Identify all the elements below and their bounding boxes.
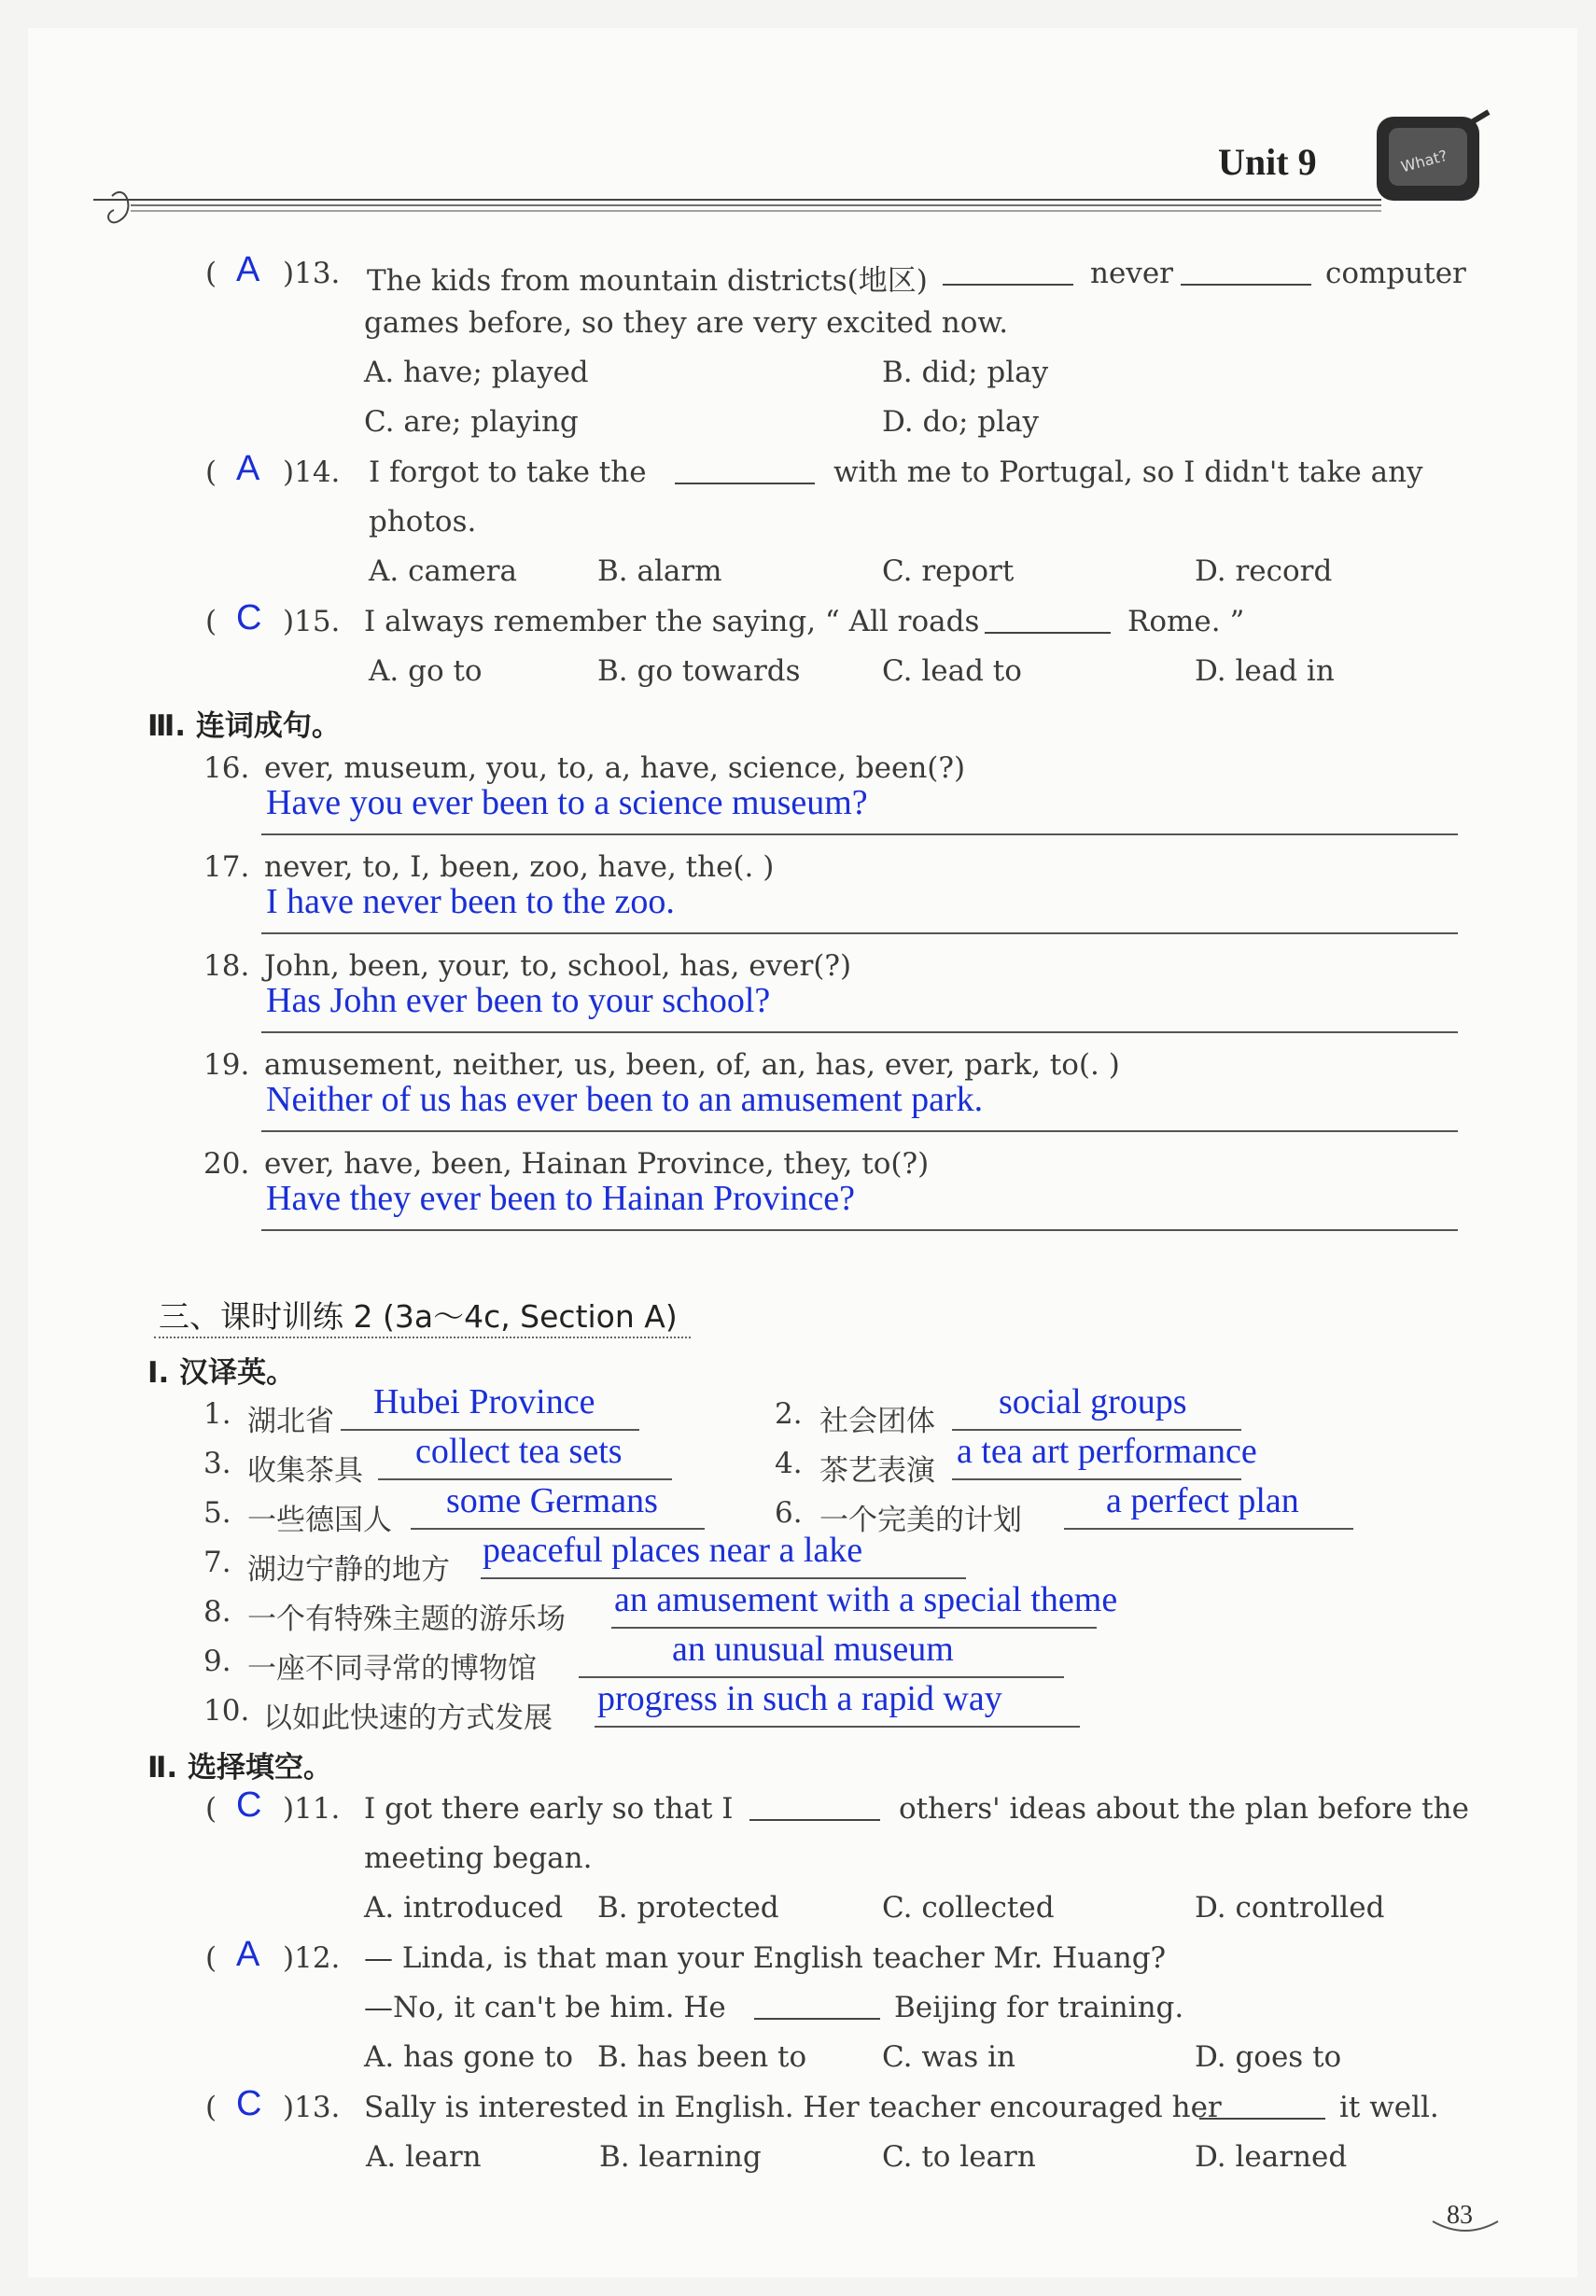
question-text: never <box>1090 257 1173 290</box>
answer-mark: A <box>236 250 260 289</box>
item-number: 7. <box>203 1546 231 1579</box>
answer-blank <box>1181 280 1311 286</box>
paren: ( <box>205 605 217 638</box>
item-number: 20. <box>203 1147 250 1181</box>
unit-title: Unit 9 <box>1218 141 1317 183</box>
item-number: 6. <box>775 1496 803 1530</box>
option-a: A. camera <box>369 554 517 588</box>
option-d: D. learned <box>1195 2140 1348 2174</box>
answer-mark: C <box>236 1785 262 1825</box>
option-d: D. lead in <box>1195 654 1335 688</box>
question-text: I always remember the saying, “ All roads <box>364 605 980 638</box>
question-text: meeting began. <box>364 1841 593 1875</box>
chinese-phrase: 湖边宁静的地方 <box>247 1553 450 1587</box>
paren: ( <box>205 2091 217 2124</box>
answer-blank <box>1199 2114 1325 2120</box>
answer-mark: A <box>236 1935 260 1974</box>
item-number: 10. <box>203 1694 250 1728</box>
question-text: —No, it can't be him. He <box>364 1991 726 2024</box>
item-number: 19. <box>203 1048 250 1082</box>
item-number: 5. <box>203 1496 231 1530</box>
question-text: I forgot to take the <box>369 455 647 489</box>
scrambled-words: ever, museum, you, to, a, have, science, been(?) <box>264 751 966 785</box>
item-number: 4. <box>775 1447 803 1480</box>
answer-mark: C <box>236 2084 262 2123</box>
option-a: A. has gone to <box>364 2040 574 2074</box>
question-text: it well. <box>1339 2091 1439 2124</box>
item-number: 9. <box>203 1645 231 1678</box>
item-number: 3. <box>203 1447 231 1480</box>
answer-blank <box>985 628 1111 634</box>
option-b: B. has been to <box>597 2040 807 2074</box>
handwritten-answer: progress in such a rapid way <box>597 1679 1002 1718</box>
answer-blank <box>749 1815 880 1821</box>
option-a: A. go to <box>369 654 483 688</box>
section-title-translation: Ⅰ. 汉译英。 <box>147 1356 296 1390</box>
option-b: B. learning <box>599 2140 762 2174</box>
answer-mark: C <box>236 598 262 637</box>
chinese-phrase: 一座不同寻常的博物馆 <box>247 1652 537 1686</box>
question-text: The kids from mountain districts(地区) <box>367 264 928 298</box>
answer-blank <box>943 280 1073 286</box>
question-text: Rome. ” <box>1127 605 1245 638</box>
answer-mark: A <box>236 449 260 488</box>
answer-line <box>261 932 1458 934</box>
handwritten-answer: I have never been to the zoo. <box>266 882 675 921</box>
chinese-phrase: 社会团体 <box>819 1405 935 1438</box>
option-d: D. goes to <box>1195 2040 1342 2074</box>
option-b: B. go towards <box>597 654 801 688</box>
handwritten-answer: an unusual museum <box>672 1630 954 1669</box>
option-a: A. have; played <box>364 356 589 389</box>
option-b: B. alarm <box>597 554 722 588</box>
chinese-phrase: 湖北省 <box>247 1405 334 1438</box>
option-b: B. did; play <box>882 356 1049 389</box>
chinese-phrase: 收集茶具 <box>247 1454 363 1488</box>
question-text: games before, so they are very excited now. <box>364 306 1009 340</box>
option-a: A. learn <box>366 2140 482 2174</box>
header-rule-ornament <box>93 177 1549 243</box>
question-text: — Linda, is that man your English teacher Mr. Huang? <box>364 1941 1167 1975</box>
chinese-phrase: 一些德国人 <box>247 1504 392 1537</box>
scrambled-words: ever, have, been, Hainan Province, they, to(?) <box>264 1147 930 1181</box>
chinese-phrase: 以如此快速的方式发展 <box>263 1701 553 1735</box>
lesson-title: 三、课时训练 2 (3a～4c, Section A) <box>159 1298 678 1335</box>
scrambled-words: amusement, neither, us, been, of, an, has, ever, park, to(. ) <box>264 1048 1120 1082</box>
handwritten-answer: Have you ever been to a science museum? <box>266 783 868 822</box>
question-text: photos. <box>369 505 477 539</box>
answer-blank <box>754 2014 880 2020</box>
option-d: D. do; play <box>882 405 1040 439</box>
question-number: )13. <box>283 257 341 290</box>
question-number: )13. <box>283 2091 341 2124</box>
paren: ( <box>205 455 217 489</box>
handwritten-answer: an amusement with a special theme <box>614 1580 1118 1619</box>
question-text: others' ideas about the plan before the <box>899 1792 1469 1826</box>
section-title-sentence-building: Ⅲ. 连词成句。 <box>147 709 341 743</box>
item-number: 8. <box>203 1595 231 1629</box>
handwritten-answer: Has John ever been to your school? <box>266 981 771 1020</box>
tv-logo-icon <box>1372 107 1493 210</box>
item-number: 17. <box>203 850 250 884</box>
svg-text:What?: What? <box>1398 146 1449 176</box>
handwritten-answer: Have they ever been to Hainan Province? <box>266 1179 855 1218</box>
answer-line <box>261 833 1458 835</box>
handwritten-answer: a perfect plan <box>1106 1481 1299 1520</box>
option-a: A. introduced <box>364 1891 564 1925</box>
lesson-title-underline <box>154 1337 691 1338</box>
answer-line <box>1064 1528 1353 1530</box>
answer-blank <box>675 479 815 484</box>
paren: ( <box>205 1941 217 1975</box>
answer-line <box>261 1031 1458 1033</box>
item-number: 1. <box>203 1397 231 1431</box>
question-number: )11. <box>283 1792 341 1826</box>
question-number: )14. <box>283 455 341 489</box>
paren: ( <box>205 257 217 290</box>
option-c: C. was in <box>882 2040 1015 2074</box>
question-text: with me to Portugal, so I didn't take any <box>833 455 1423 489</box>
option-d: D. controlled <box>1195 1891 1385 1925</box>
handwritten-answer: a tea art performance <box>957 1432 1257 1471</box>
question-text: Sally is interested in English. Her teacher encouraged her <box>364 2091 1222 2124</box>
page-number: 83 <box>1447 2201 1473 2230</box>
answer-line <box>261 1130 1458 1132</box>
handwritten-answer: social groups <box>999 1382 1187 1421</box>
handwritten-answer: Neither of us has ever been to an amusement park. <box>266 1080 984 1119</box>
question-number: )12. <box>283 1941 341 1975</box>
paren: ( <box>205 1792 217 1826</box>
option-c: C. collected <box>882 1891 1055 1925</box>
option-c: C. report <box>882 554 1015 588</box>
answer-line <box>595 1726 1080 1728</box>
handwritten-answer: some Germans <box>446 1481 658 1520</box>
question-text: I got there early so that I <box>364 1792 734 1826</box>
option-d: D. record <box>1195 554 1333 588</box>
scrambled-words: John, been, your, to, school, has, ever(?) <box>264 949 852 983</box>
option-b: B. protected <box>597 1891 779 1925</box>
chinese-phrase: 茶艺表演 <box>819 1454 935 1488</box>
option-c: C. lead to <box>882 654 1022 688</box>
option-c: C. to learn <box>882 2140 1036 2174</box>
question-text: Beijing for training. <box>894 1991 1184 2024</box>
item-number: 2. <box>775 1397 803 1431</box>
handwritten-answer: Hubei Province <box>373 1382 595 1421</box>
chinese-phrase: 一个完美的计划 <box>819 1504 1022 1537</box>
scrambled-words: never, to, I, been, zoo, have, the(. ) <box>264 850 775 884</box>
question-text: computer <box>1325 257 1466 290</box>
item-number: 16. <box>203 751 250 785</box>
option-c: C. are; playing <box>364 405 579 439</box>
section-title-multiple-choice: Ⅱ. 选择填空。 <box>147 1751 332 1785</box>
answer-line <box>261 1229 1458 1231</box>
handwritten-answer: collect tea sets <box>415 1432 623 1471</box>
item-number: 18. <box>203 949 250 983</box>
chinese-phrase: 一个有特殊主题的游乐场 <box>247 1603 566 1636</box>
question-number: )15. <box>283 605 341 638</box>
handwritten-answer: peaceful places near a lake <box>483 1531 863 1570</box>
